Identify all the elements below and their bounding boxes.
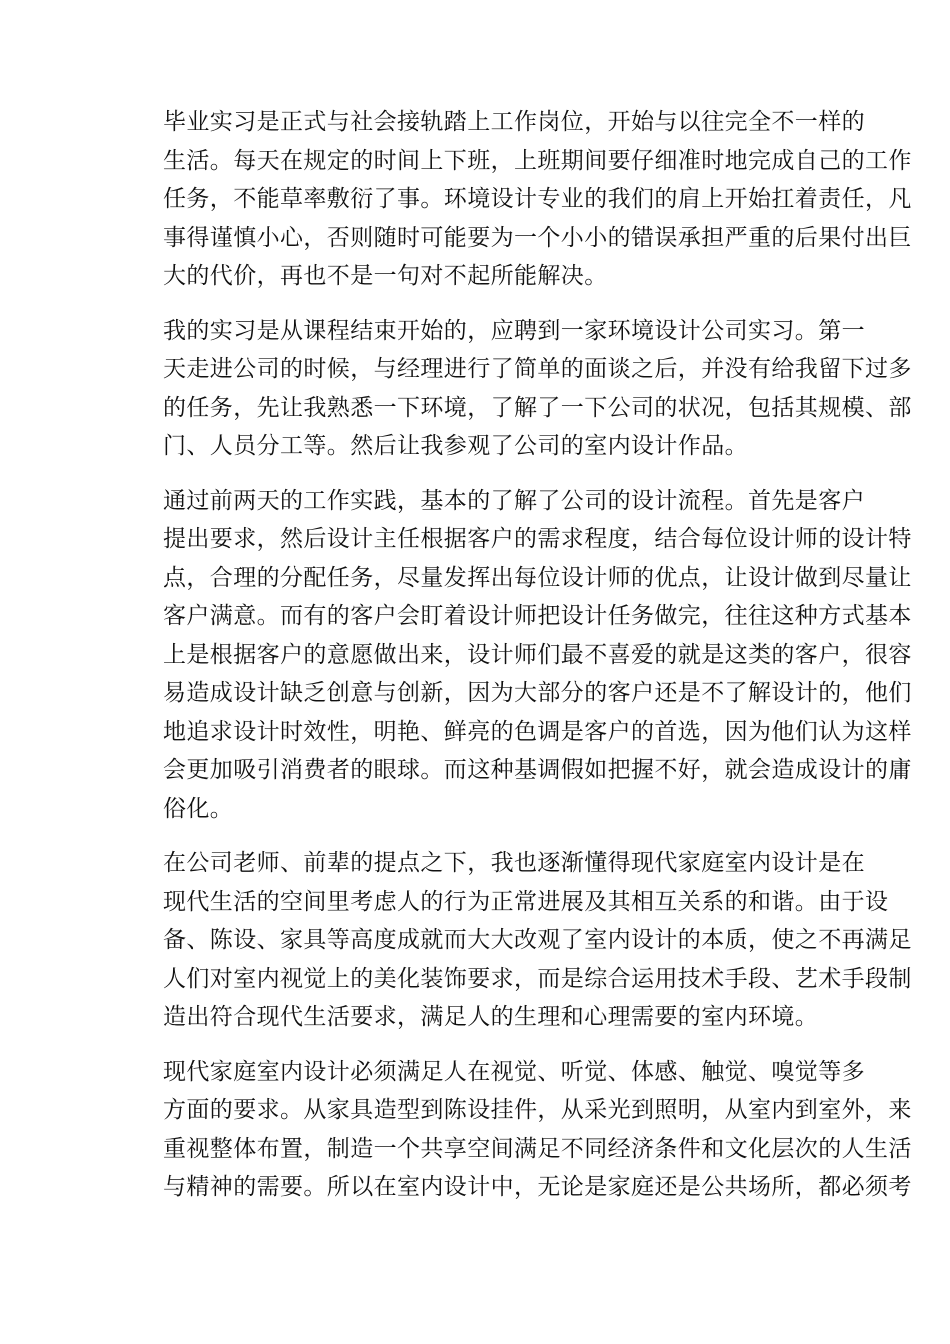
text-line: 生活。每天在规定的时间上下班，上班期间要仔细准时地完成自己的工作 bbox=[163, 147, 912, 174]
text-line: 与精神的需要。所以在室内设计中，无论是家庭还是公共场所，都必须考 bbox=[163, 1174, 912, 1200]
text-line: 事得谨慎小心，否则随时可能要为一个小小的错误承担严重的后果付出巨 bbox=[163, 224, 912, 251]
paragraph-1 bbox=[117, 103, 912, 296]
text-line: 地追求设计时效性，明艳、鲜亮的色调是客户的首选，因为他们认为这样 bbox=[163, 718, 912, 745]
text-line: 备、陈设、家具等高度成就而大大改观了室内设计的本质，使之不再满足 bbox=[163, 927, 912, 953]
text-line: 在公司老师、前辈的提点之下，我也逐渐懂得现代家庭室内设计是在 bbox=[163, 850, 865, 876]
paragraph-2 bbox=[117, 312, 912, 466]
text-line: 重视整体布置，制造一个共享空间满足不同经济条件和文化层次的人生活 bbox=[163, 1135, 912, 1162]
text-line: 俗化。 bbox=[163, 795, 234, 822]
text-line: 上是根据客户的意愿做出来，设计师们最不喜爱的就是这类的客户，很容 bbox=[163, 641, 912, 668]
text-line: 任务，不能草率敷衍了事。环境设计专业的我们的肩上开始扛着责任，凡 bbox=[163, 186, 912, 212]
text-line: 易造成设计缺乏创意与创新，因为大部分的客户还是不了解设计的，他们 bbox=[163, 680, 912, 706]
text-line: 提出要求，然后设计主任根据客户的需求程度，结合每位设计师的设计特 bbox=[163, 526, 912, 552]
text-line: 造出符合现代生活要求，满足人的生理和心理需要的室内环境。 bbox=[163, 1004, 819, 1030]
text-line: 客户满意。而有的客户会盯着设计师把设计任务做完，往往这种方式基本 bbox=[163, 603, 912, 629]
text-line: 大的代价，再也不是一句对不起所能解决。 bbox=[163, 263, 608, 289]
text-line: 门、人员分工等。然后让我参观了公司的室内设计作品。 bbox=[163, 433, 748, 459]
document-body bbox=[117, 103, 912, 1223]
text-line: 的任务，先让我熟悉一下环境，了解了一下公司的状况，包括其规模、部 bbox=[163, 394, 912, 421]
text-line: 天走进公司的时候，与经理进行了简单的面谈之后，并没有给我留下过多 bbox=[163, 356, 912, 382]
text-line: 通过前两天的工作实践，基本的了解了公司的设计流程。首先是客户 bbox=[163, 487, 865, 514]
text-line: 毕业实习是正式与社会接轨踏上工作岗位，开始与以往完全不一样的 bbox=[163, 109, 865, 135]
text-line: 现代生活的空间里考虑人的行为正常进展及其相互关系的和谐。由于设 bbox=[163, 888, 889, 915]
paragraph-5 bbox=[117, 1053, 912, 1207]
paragraph-3 bbox=[117, 482, 912, 829]
text-line: 会更加吸引消费者的眼球。而这种基调假如把握不好，就会造成设计的庸 bbox=[163, 757, 912, 783]
text-line: 点，合理的分配任务，尽量发挥出每位设计师的优点，让设计做到尽量让 bbox=[163, 564, 912, 591]
text-line: 方面的要求。从家具造型到陈设挂件，从采光到照明，从室内到室外，来 bbox=[163, 1097, 912, 1123]
paragraph-4 bbox=[117, 844, 912, 1037]
text-line: 人们对室内视觉上的美化装饰要求，而是综合运用技术手段、艺术手段制 bbox=[163, 965, 912, 992]
text-line: 现代家庭室内设计必须满足人在视觉、听觉、体感、触觉、嗅觉等多 bbox=[163, 1058, 865, 1085]
text-line: 我的实习是从课程结束开始的，应聘到一家环境设计公司实习。第一 bbox=[163, 317, 865, 344]
